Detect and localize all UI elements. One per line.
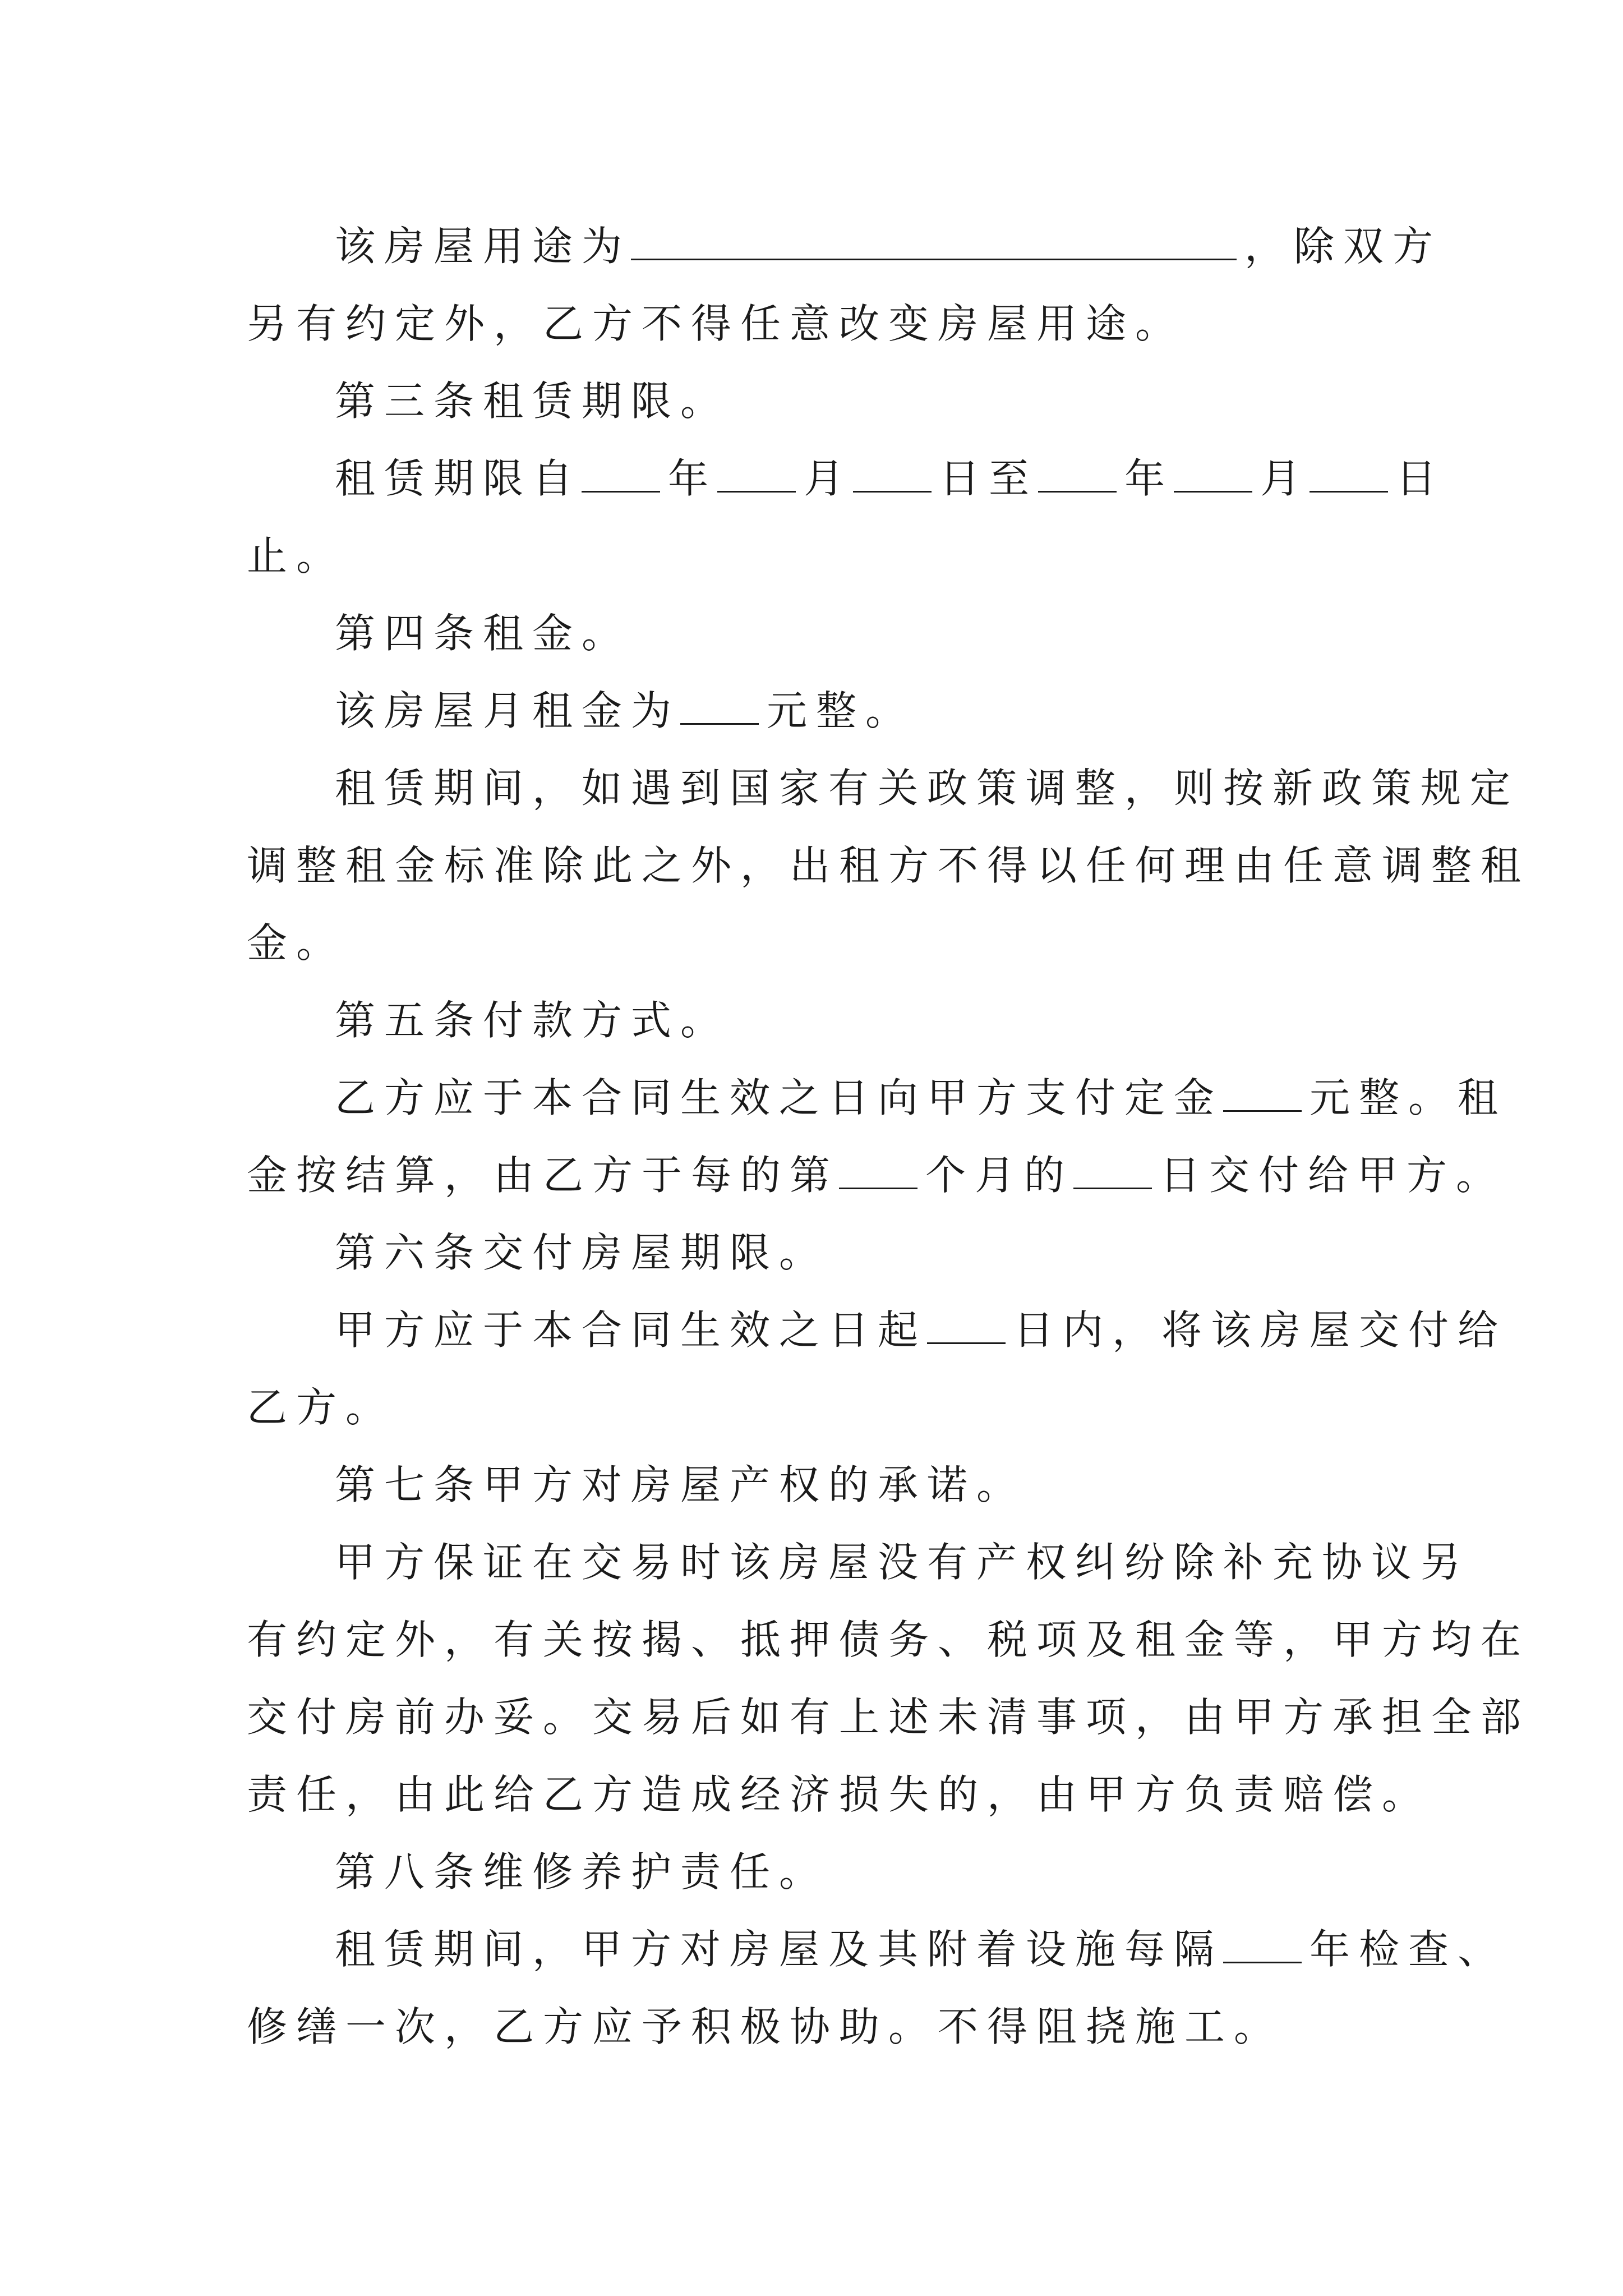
text: 元整。租	[1310, 1074, 1507, 1121]
guarantee-line-2: 有约定外，有关按揭、抵押债务、税项及租金等，甲方均在	[247, 1616, 1530, 1663]
text: 日至	[939, 455, 1039, 502]
delivery-days-blank	[927, 1301, 1006, 1344]
text: 日交付给甲方。	[1160, 1152, 1506, 1199]
day-blank	[1073, 1146, 1152, 1189]
usage-line-1	[247, 208, 1442, 285]
rent-line	[247, 672, 1391, 749]
usage-line-2: 另有约定外，乙方不得任意改变房屋用途。	[247, 300, 1185, 347]
policy-line-1: 租赁期间，如遇到国家有关政策调整，则按新政策规定	[335, 765, 1520, 812]
deposit-blank	[1223, 1069, 1302, 1112]
maintenance-line-1	[247, 1911, 1507, 1988]
text: 租赁期限自	[335, 455, 582, 502]
text: 月	[804, 455, 854, 502]
text: 个月的	[925, 1152, 1074, 1199]
article-6-title: 第六条交付房屋期限。	[335, 1229, 829, 1276]
end-month-blank	[1174, 449, 1252, 493]
start-month-blank	[717, 449, 796, 493]
lease-term-line	[247, 440, 1446, 517]
text: 年	[1124, 455, 1174, 502]
rent-blank	[680, 682, 759, 725]
policy-line-2: 调整租金标准除此之外，出租方不得以任何理由任意调整租	[247, 842, 1530, 889]
start-year-blank	[582, 449, 660, 493]
text: 年	[668, 455, 718, 502]
guarantee-line-1: 甲方保证在交易时该房屋没有产权纠纷除补充协议另	[335, 1539, 1470, 1586]
delivery-line-1	[247, 1291, 1507, 1369]
text: 乙方应于本合同生效之日向甲方支付定金	[335, 1074, 1224, 1121]
maintenance-line-2: 修缮一次，乙方应予积极协助。不得阻挠施工。	[247, 2003, 1284, 2050]
text: 租赁期间，甲方对房屋及其附着设施每隔	[335, 1926, 1224, 1973]
text: 元整。	[767, 687, 915, 734]
lease-term-end: 止。	[247, 532, 346, 579]
delivery-line-2: 乙方。	[247, 1384, 395, 1431]
article-3-title: 第三条租赁期限。	[335, 378, 730, 425]
guarantee-line-4: 责任，由此给乙方造成经济损失的，由甲方负责赔偿。	[247, 1771, 1432, 1818]
text: 日内，将该房屋交付给	[1013, 1306, 1507, 1354]
text: 年检查、	[1310, 1926, 1507, 1973]
inspection-years-blank	[1223, 1920, 1302, 1963]
article-8-title: 第八条维修养护责任。	[335, 1848, 829, 1895]
month-blank	[839, 1146, 917, 1189]
article-5-title: 第五条付款方式。	[335, 997, 730, 1044]
usage-blank	[631, 217, 1237, 260]
contract-body	[247, 208, 1530, 2065]
end-day-blank	[1310, 449, 1388, 493]
start-day-blank	[853, 449, 932, 493]
end-year-blank	[1038, 449, 1117, 493]
text: 甲方应于本合同生效之日起	[335, 1306, 928, 1354]
policy-line-3: 金。	[247, 919, 346, 967]
text: 日	[1396, 455, 1446, 502]
article-4-title: 第四条租金。	[335, 610, 631, 657]
text: 金按结算，由乙方于每的第	[247, 1152, 840, 1199]
text: 月	[1260, 455, 1310, 502]
article-7-title: 第七条甲方对房屋产权的承诺。	[335, 1461, 1026, 1508]
text: ，除双方	[1244, 223, 1442, 270]
payment-line-1	[247, 1059, 1507, 1137]
text: 该房屋用途为	[335, 223, 631, 270]
guarantee-line-3: 交付房前办妥。交易后如有上述未清事项，由甲方承担全部	[247, 1694, 1530, 1741]
payment-line-2	[247, 1137, 1506, 1214]
text: 该房屋月租金为	[335, 687, 681, 734]
